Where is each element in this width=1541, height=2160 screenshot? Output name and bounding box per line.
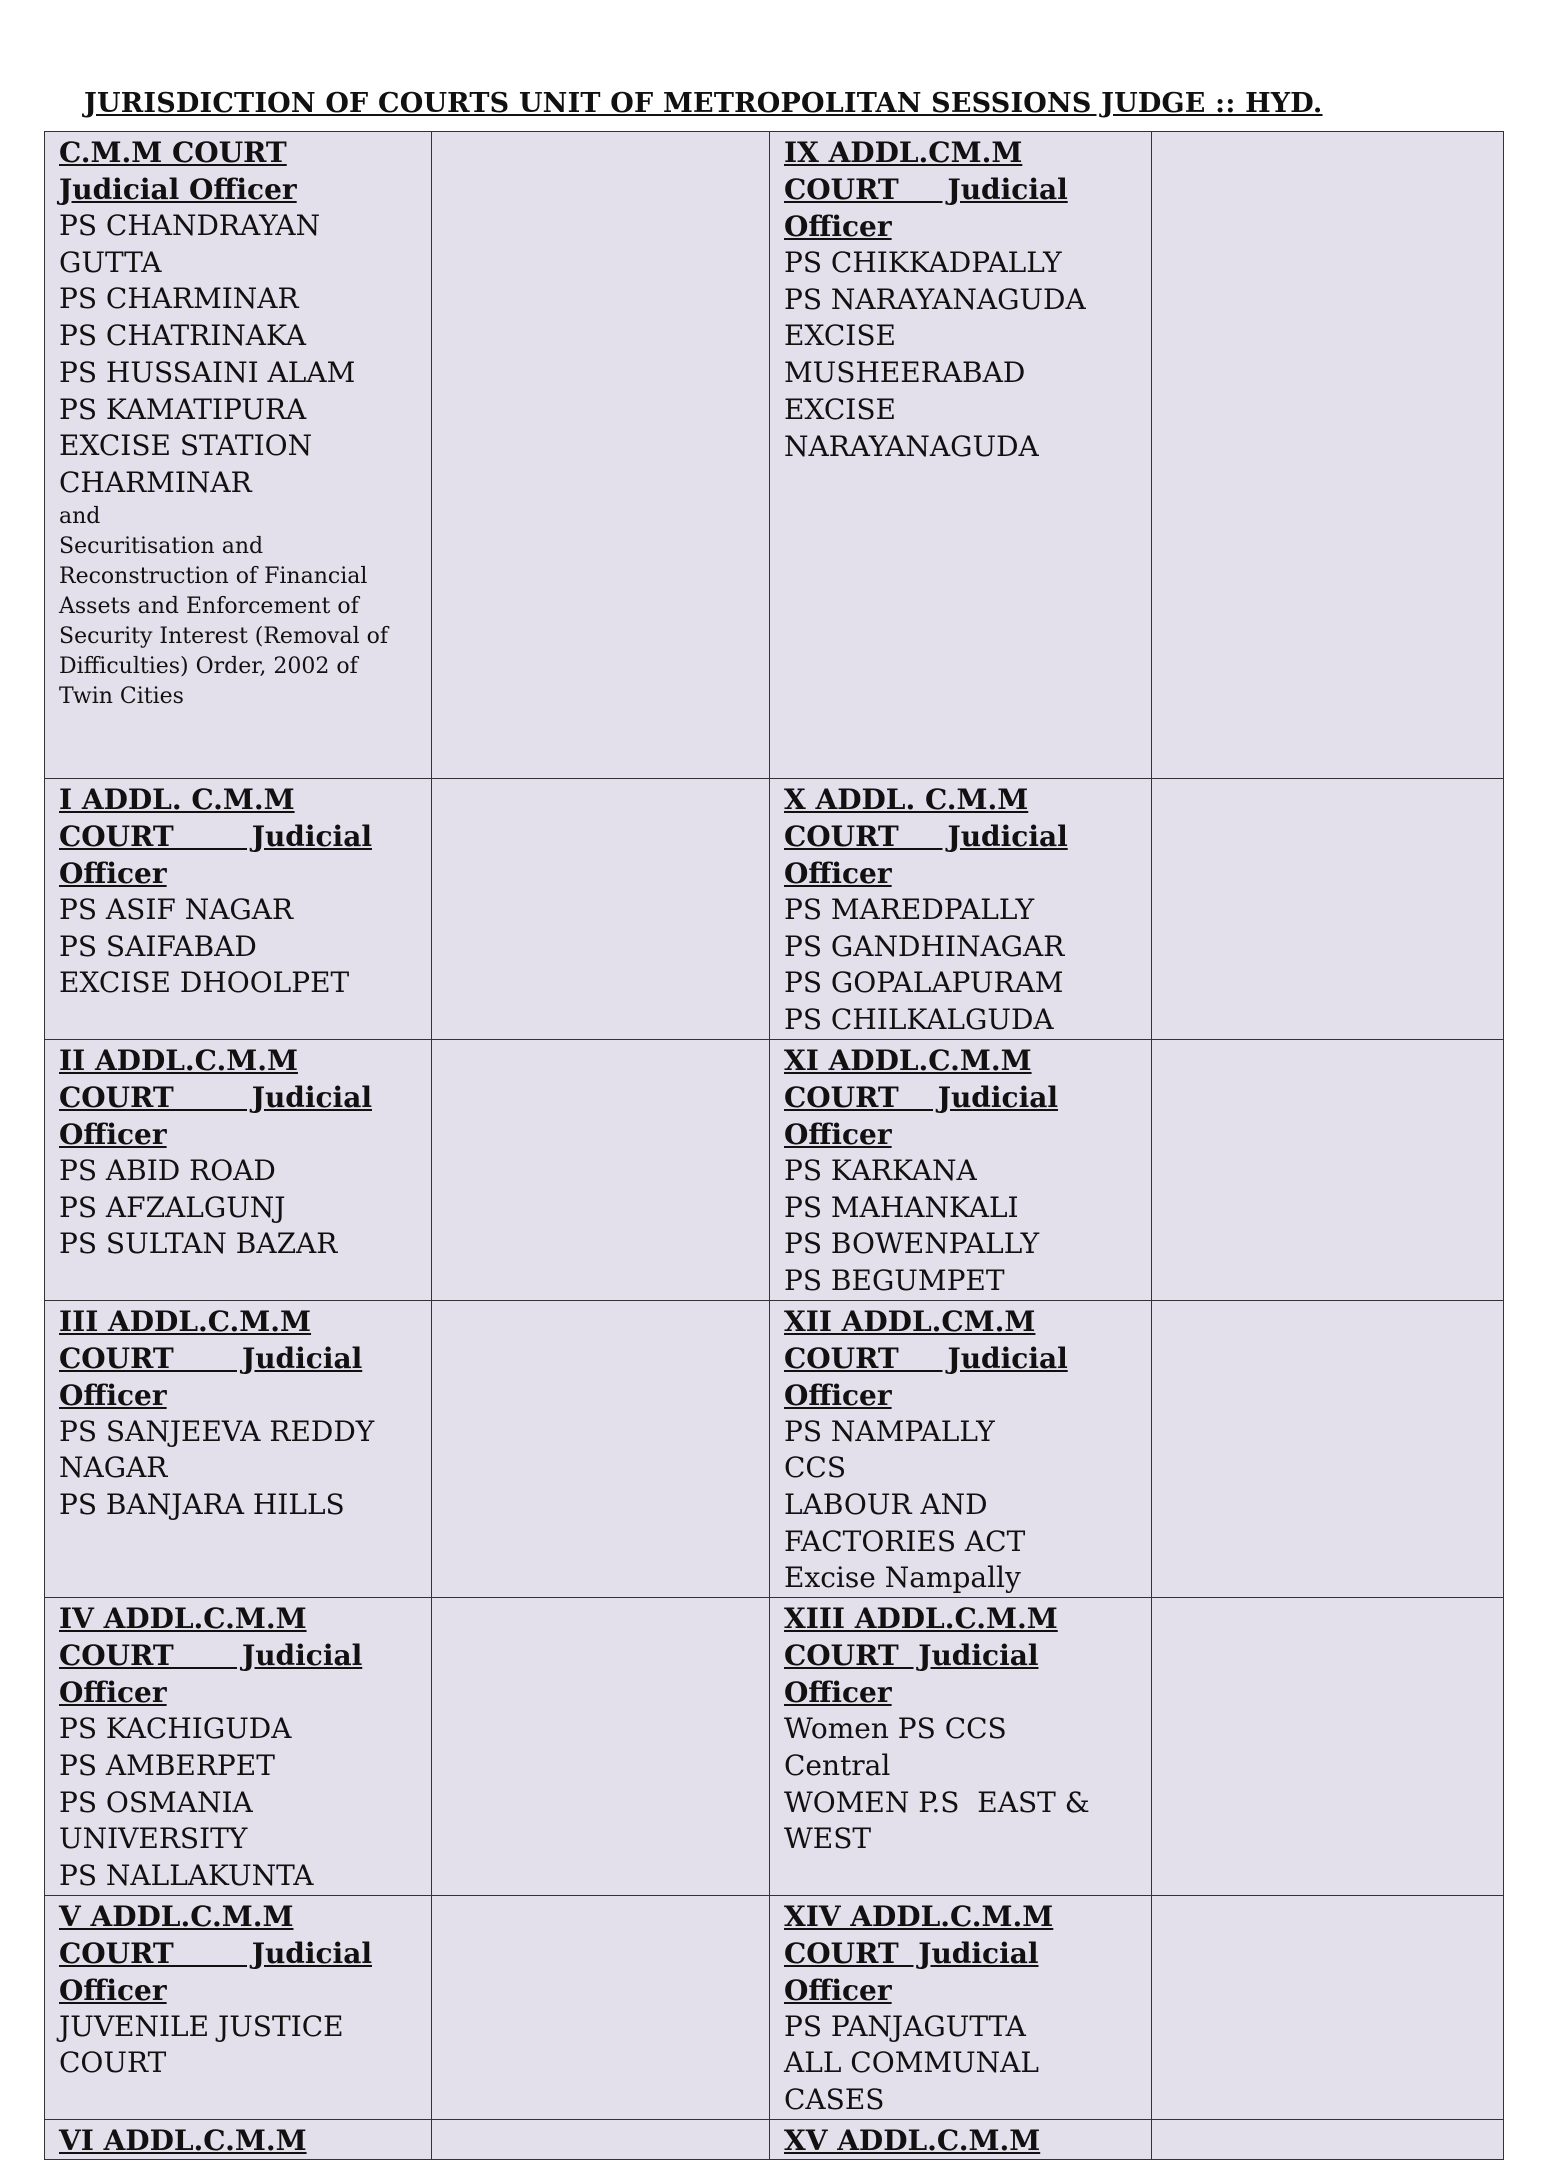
police-station-entry: PS KACHIGUDA <box>59 1712 292 1746</box>
court-heading: COURT Judicial <box>59 1936 372 1970</box>
police-station-entry: EXCISE DHOOLPET <box>59 966 350 1000</box>
court-cell-left <box>45 1895 432 2119</box>
page-title: JURISDICTION OF COURTS UNIT OF METROPOLITAN SESSIONS JUDGE :: HYD. <box>84 88 1323 119</box>
court-heading: Officer <box>784 210 892 243</box>
empty-cell <box>432 779 770 1040</box>
court-heading: Officer <box>784 1117 892 1151</box>
police-station-entry: GUTTA <box>59 245 162 279</box>
jurisdiction-note: Difficulties) Order, 2002 of <box>59 653 358 679</box>
police-station-entry: LABOUR AND <box>784 1488 988 1522</box>
police-station-entry: PS AMBERPET <box>59 1748 275 1782</box>
court-heading: Officer <box>784 1973 892 2007</box>
court-cell-left <box>45 2119 432 2159</box>
police-station-entry: PS CHATRINAKA <box>59 319 306 353</box>
police-station-entry: Women PS CCS <box>784 1712 1007 1746</box>
police-station-entry: PS NALLAKUNTA <box>59 1858 314 1892</box>
police-station-entry: PS ASIF NAGAR <box>59 893 294 926</box>
table-row <box>45 779 1504 1040</box>
police-station-entry: PS MAHANKALI <box>784 1190 1019 1224</box>
police-station-entry: EXCISE <box>784 392 896 426</box>
jurisdiction-note: and <box>59 503 101 529</box>
police-station-entry: WOMEN P.S EAST & <box>784 1785 1090 1819</box>
police-station-entry: WEST <box>784 1822 872 1856</box>
court-cell-left <box>45 1598 432 1896</box>
court-cell-right <box>770 1300 1152 1598</box>
police-station-entry: PS GOPALAPURAM <box>784 966 1064 1000</box>
court-heading: III ADDL.C.M.M <box>59 1304 312 1338</box>
court-heading: COURT Judicial <box>784 1639 1039 1673</box>
police-station-entry: PS BEGUMPET <box>784 1263 1005 1297</box>
court-heading: X ADDL. C.M.M <box>784 783 1029 816</box>
court-heading: II ADDL.C.M.M <box>59 1043 298 1077</box>
police-station-entry: PS CHARMINAR <box>59 282 299 316</box>
police-station-entry: PS NAMPALLY <box>784 1414 995 1448</box>
court-heading: XV ADDL.C.M.M <box>784 2123 1041 2157</box>
police-station-entry: Central <box>784 1748 891 1782</box>
empty-cell <box>432 1039 770 1300</box>
police-station-entry: PS SAIFABAD <box>59 929 257 963</box>
court-heading: Officer <box>784 1378 892 1412</box>
police-station-entry: PS BOWENPALLY <box>784 1227 1040 1261</box>
court-heading: C.M.M COURT <box>59 136 287 169</box>
table-row <box>45 1598 1504 1896</box>
police-station-entry: PS CHILKALGUDA <box>784 1003 1054 1037</box>
police-station-entry: Excise Nampally <box>784 1561 1021 1595</box>
police-station-entry: JUVENILE JUSTICE <box>59 2009 344 2043</box>
court-heading: COURT Judicial <box>784 1936 1039 1970</box>
court-heading: XIII ADDL.C.M.M <box>784 1602 1058 1636</box>
court-cell-left <box>45 1300 432 1598</box>
police-station-entry: MUSHEERABAD <box>784 356 1026 390</box>
empty-cell <box>1152 2119 1504 2159</box>
court-heading: Judicial Officer <box>59 173 297 206</box>
court-heading: COURT Judicial <box>784 1080 1058 1114</box>
court-heading: V ADDL.C.M.M <box>59 1899 294 1933</box>
police-station-entry: PS ABID ROAD <box>59 1153 276 1187</box>
police-station-entry: FACTORIES ACT <box>784 1524 1026 1558</box>
empty-cell <box>432 1300 770 1598</box>
police-station-entry: COURT <box>59 2046 167 2080</box>
court-cell-left <box>45 779 432 1040</box>
court-heading: IV ADDL.C.M.M <box>59 1602 307 1636</box>
court-heading: XI ADDL.C.M.M <box>784 1043 1032 1077</box>
police-station-entry: PS OSMANIA <box>59 1785 253 1819</box>
jurisdiction-note: Securitisation and <box>59 533 264 559</box>
police-station-entry: PS KARKANA <box>784 1153 977 1187</box>
police-station-entry: PS KAMATIPURA <box>59 392 307 426</box>
table-row <box>45 132 1504 779</box>
empty-cell <box>432 1598 770 1896</box>
court-cell-right <box>770 2119 1152 2159</box>
police-station-entry: PS PANJAGUTTA <box>784 2009 1026 2043</box>
court-heading: COURT Judicial <box>784 820 1068 853</box>
police-station-entry: PS AFZALGUNJ <box>59 1190 286 1224</box>
empty-cell <box>432 1895 770 2119</box>
police-station-entry: PS BANJARA HILLS <box>59 1488 345 1522</box>
empty-cell <box>1152 1300 1504 1598</box>
court-heading: COURT Judicial <box>59 1080 372 1114</box>
court-heading: COURT Judicial <box>59 1639 363 1673</box>
police-station-entry: PS SULTAN BAZAR <box>59 1227 338 1261</box>
police-station-entry: PS CHIKKADPALLY <box>784 246 1062 279</box>
jurisdiction-note: Assets and Enforcement of <box>59 593 359 619</box>
police-station-entry: PS HUSSAINI ALAM <box>59 355 356 389</box>
court-heading: IX ADDL.CM.M <box>784 136 1023 169</box>
empty-cell <box>432 132 770 779</box>
police-station-entry: NAGAR <box>59 1451 168 1485</box>
table-row <box>45 2119 1504 2159</box>
police-station-entry: EXCISE <box>784 319 896 353</box>
police-station-entry: EXCISE STATION <box>59 429 313 463</box>
court-cell-right <box>770 132 1152 779</box>
jurisdiction-note: Security Interest (Removal of <box>59 623 389 649</box>
court-heading: COURT Judicial <box>784 173 1068 206</box>
police-station-entry: CASES <box>784 2083 885 2117</box>
police-station-entry: PS CHANDRAYAN <box>59 209 321 242</box>
court-heading: COURT Judicial <box>59 1341 363 1375</box>
court-heading: Officer <box>59 857 167 890</box>
court-heading: Officer <box>59 1973 167 2007</box>
police-station-entry: PS NARAYANAGUDA <box>784 282 1086 316</box>
police-station-entry: PS GANDHINAGAR <box>784 929 1065 963</box>
court-cell-left <box>45 1039 432 1300</box>
court-heading: XII ADDL.CM.M <box>784 1304 1036 1338</box>
police-station-entry: ALL COMMUNAL <box>784 2046 1039 2080</box>
court-cell-right <box>770 1895 1152 2119</box>
table-row <box>45 1039 1504 1300</box>
court-heading: Officer <box>59 1117 167 1151</box>
court-heading: COURT Judicial <box>59 820 372 853</box>
court-heading: Officer <box>59 1676 167 1710</box>
empty-cell <box>1152 1598 1504 1896</box>
police-station-entry: PS MAREDPALLY <box>784 893 1035 926</box>
empty-cell <box>1152 1895 1504 2119</box>
jurisdiction-note: Reconstruction of Financial <box>59 563 368 589</box>
court-heading: Officer <box>784 1676 892 1710</box>
court-cell-right <box>770 1598 1152 1896</box>
empty-cell <box>432 2119 770 2159</box>
court-heading: I ADDL. C.M.M <box>59 783 295 816</box>
police-station-entry: CHARMINAR <box>59 465 252 499</box>
police-station-entry: CCS <box>784 1451 847 1485</box>
table-row <box>45 1895 1504 2119</box>
court-heading: XIV ADDL.C.M.M <box>784 1899 1054 1933</box>
court-heading: Officer <box>784 857 892 890</box>
court-cell-left <box>45 132 432 779</box>
court-heading: COURT Judicial <box>784 1341 1068 1375</box>
police-station-entry: PS SANJEEVA REDDY <box>59 1414 375 1448</box>
court-cell-right <box>770 1039 1152 1300</box>
jurisdiction-table <box>44 131 1504 2160</box>
police-station-entry: UNIVERSITY <box>59 1822 248 1856</box>
court-heading: VI ADDL.C.M.M <box>59 2123 307 2157</box>
court-heading: Officer <box>59 1378 167 1412</box>
police-station-entry: NARAYANAGUDA <box>784 429 1039 463</box>
table-row <box>45 1300 1504 1598</box>
jurisdiction-note: Twin Cities <box>59 683 184 709</box>
empty-cell <box>1152 132 1504 779</box>
empty-cell <box>1152 779 1504 1040</box>
court-cell-right <box>770 779 1152 1040</box>
empty-cell <box>1152 1039 1504 1300</box>
